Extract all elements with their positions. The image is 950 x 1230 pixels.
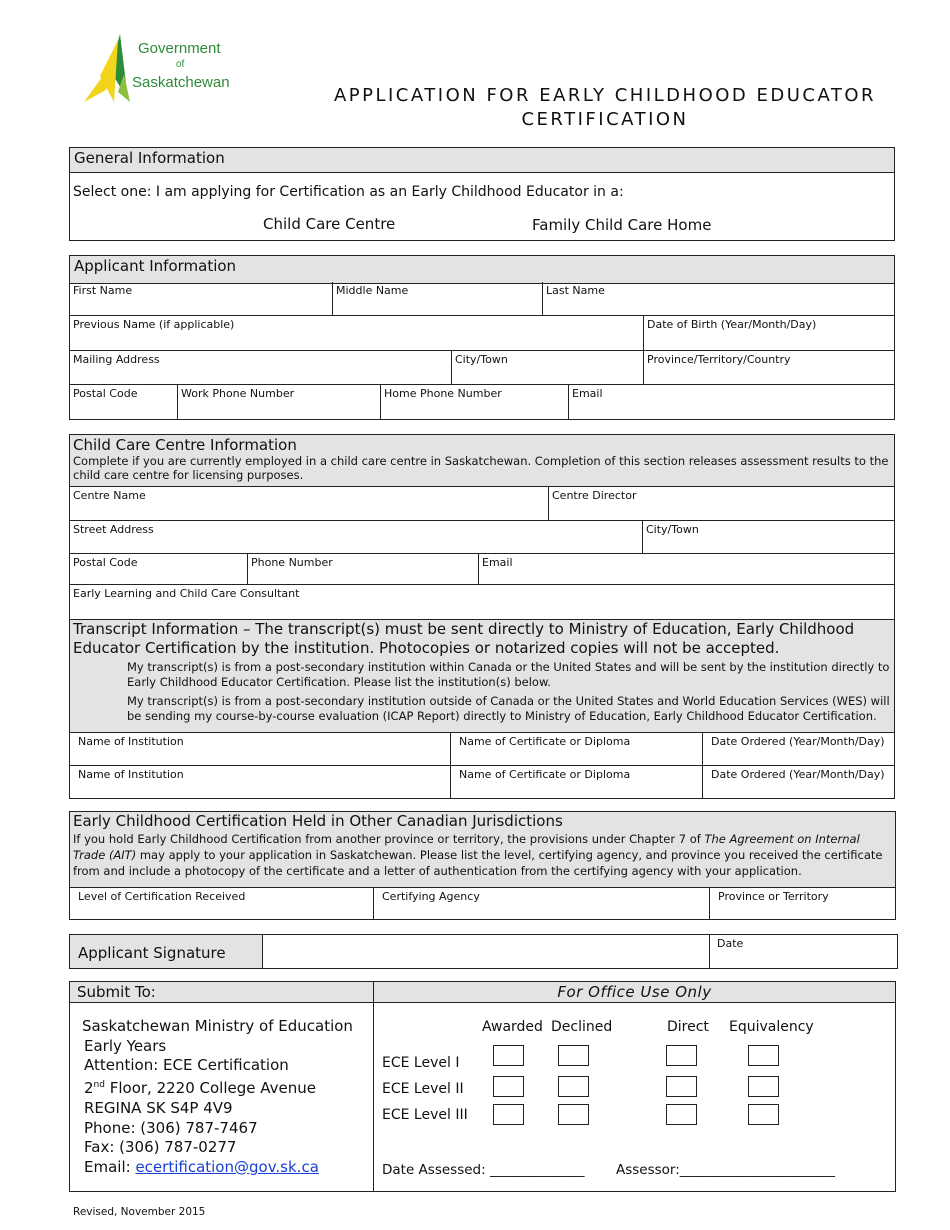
certification-level-field[interactable]: Level of Certification Received: [70, 888, 374, 919]
transcript-header: Transcript Information – The transcript(s) must be sent directly to Ministry of Education, Early Childhood Educator Certification by the institution. Photocopies or notarized copies will not be accepted.: [73, 620, 855, 657]
certifying-agency-field[interactable]: Certifying Agency: [374, 888, 710, 919]
submit-floor-rest: Floor, 2220 College Avenue: [104, 1079, 316, 1098]
centre-director-field[interactable]: Centre Director: [549, 487, 894, 521]
last-name-field[interactable]: Last Name: [543, 282, 894, 316]
certificate-field-2[interactable]: Name of Certificate or Diploma: [451, 766, 703, 798]
option-family-child-care-home[interactable]: Family Child Care Home: [532, 216, 712, 234]
date-ordered-field-2[interactable]: Date Ordered (Year/Month/Day): [711, 768, 885, 781]
col-declined: Declined: [551, 1019, 613, 1035]
checkbox-l3-direct[interactable]: [666, 1104, 697, 1125]
transcript-section: [69, 619, 895, 799]
institution-field-2[interactable]: Name of Institution: [70, 766, 451, 798]
checkbox-l1-direct[interactable]: [666, 1045, 697, 1066]
submit-email-row: [82, 1158, 353, 1178]
work-phone-field[interactable]: Work Phone Number: [178, 385, 381, 419]
checkbox-l3-awarded[interactable]: [493, 1104, 524, 1125]
col-awarded: Awarded: [482, 1019, 543, 1035]
centre-info-section: [69, 434, 895, 620]
col-equivalency: Equivalency: [729, 1019, 814, 1035]
logo-line2: of: [176, 59, 185, 70]
applicant-info-section: [69, 255, 895, 420]
submit-email-label: Email:: [84, 1157, 136, 1176]
logo-line1: Government: [138, 40, 221, 57]
col-direct: Direct: [667, 1019, 709, 1035]
submit-floor-num: 2: [84, 1079, 94, 1098]
city-town-field[interactable]: City/Town: [452, 351, 644, 385]
signature-section: [69, 934, 898, 969]
applicant-info-header: Applicant Information: [70, 256, 894, 284]
other-jurisdictions-section: [69, 811, 896, 920]
general-info-prompt: Select one: I am applying for Certification as an Early Childhood Educator in a:: [73, 184, 624, 200]
checkbox-l2-equivalency[interactable]: [748, 1076, 779, 1097]
logo-line3: Saskatchewan: [132, 74, 230, 91]
checkbox-l1-awarded[interactable]: [493, 1045, 524, 1066]
signature-field[interactable]: [263, 935, 710, 968]
office-use-header: For Office Use Only: [374, 982, 895, 1003]
transcript-option-international[interactable]: My transcript(s) is from a post-secondary institution outside of Canada or the United States and World Education Services (WES) will be sending my course-by-course evaluation (ICAP Report) directly to Ministry of Education, Early Childhood Educator Certification.: [127, 694, 890, 723]
transcript-option-canada[interactable]: My transcript(s) is from a post-secondary institution within Canada or the United States and will be sent by the institution directly to Early Childhood Educator Certification. Please list the institution(s) below.: [127, 660, 890, 689]
other-desc-italic: The Agreement on Internal Trade (AIT): [73, 832, 860, 862]
submit-email-link[interactable]: ecertification@gov.sk.ca: [135, 1157, 319, 1176]
date-ordered-field-1[interactable]: Date Ordered (Year/Month/Day): [703, 733, 894, 766]
submit-floor-sup: nd: [93, 1080, 105, 1091]
centre-info-title: Child Care Centre Information: [73, 436, 297, 454]
row-ece-level-2: ECE Level II: [382, 1081, 464, 1097]
assessor-field[interactable]: Assessor:_______________________: [616, 1162, 836, 1178]
institution-field-1[interactable]: Name of Institution: [70, 733, 451, 766]
transcript-header-block: [70, 620, 894, 733]
submit-line5: REGINA SK S4P 4V9: [84, 1098, 233, 1117]
checkbox-l1-declined[interactable]: [558, 1045, 589, 1066]
previous-name-field[interactable]: Previous Name (if applicable): [70, 316, 644, 351]
email-field[interactable]: Email: [572, 387, 603, 400]
mailing-address-field[interactable]: Mailing Address: [70, 351, 452, 385]
checkbox-l3-declined[interactable]: [558, 1104, 589, 1125]
certificate-field-1[interactable]: Name of Certificate or Diploma: [451, 733, 703, 766]
checkbox-l2-declined[interactable]: [558, 1076, 589, 1097]
first-name-field[interactable]: First Name: [70, 282, 333, 316]
checkbox-l3-equivalency[interactable]: [748, 1104, 779, 1125]
other-desc-b: may apply to your application in Saskatchewan. Please list the level, certifying agency, and province you received the certificate from and include a photocopy of the certificate and a letter of authentication from the certifying agency with your application.: [73, 848, 883, 878]
centre-street-field[interactable]: Street Address: [70, 521, 643, 554]
other-jurisdictions-title: Early Childhood Certification Held in Other Canadian Jurisdictions: [73, 812, 563, 830]
centre-city-field[interactable]: City/Town: [643, 521, 894, 554]
other-desc-a: If you hold Early Childhood Certification from another province or territory, the provisions under Chapter 7 of: [73, 832, 705, 846]
checkbox-l2-direct[interactable]: [666, 1076, 697, 1097]
general-info-header: General Information: [70, 148, 894, 173]
centre-info-desc: Complete if you are currently employed in a child care centre in Saskatchewan. Completion of this section releases assessment results to the child care centre for licensing purposes.: [73, 454, 889, 482]
centre-phone-field[interactable]: Phone Number: [248, 554, 479, 585]
centre-name-field[interactable]: Centre Name: [70, 487, 549, 521]
page-title: [290, 84, 920, 132]
submit-header: Submit To:: [70, 982, 374, 1003]
other-jurisdictions-header-block: [70, 812, 895, 888]
province-field[interactable]: Province/Territory/Country: [644, 351, 894, 385]
submit-address: [82, 1017, 353, 1178]
submit-phone: Phone: (306) 787-7467: [84, 1118, 258, 1137]
checkbox-l2-awarded[interactable]: [493, 1076, 524, 1097]
title-line1: APPLICATION FOR EARLY CHILDHOOD EDUCATOR: [333, 85, 877, 106]
postal-code-field[interactable]: Postal Code: [70, 385, 178, 419]
middle-name-field[interactable]: Middle Name: [333, 282, 543, 316]
option-child-care-centre[interactable]: Child Care Centre: [263, 215, 396, 233]
submit-fax: Fax: (306) 787-0277: [84, 1138, 237, 1157]
date-assessed-field[interactable]: Date Assessed: ______________: [382, 1162, 585, 1178]
signature-label: Applicant Signature: [70, 935, 263, 968]
general-info-section: [69, 147, 895, 241]
submit-line1: Saskatchewan Ministry of Education: [82, 1017, 353, 1035]
title-line2: CERTIFICATION: [521, 109, 689, 130]
home-phone-field[interactable]: Home Phone Number: [381, 385, 569, 419]
submit-line2: Early Years: [84, 1036, 167, 1055]
saskatchewan-logo-icon: [80, 30, 132, 106]
row-ece-level-3: ECE Level III: [382, 1107, 468, 1123]
other-jurisdictions-desc: [73, 831, 892, 879]
row-ece-level-1: ECE Level I: [382, 1055, 460, 1071]
centre-info-header: [70, 435, 894, 487]
checkbox-l1-equivalency[interactable]: [748, 1045, 779, 1066]
centre-postal-field[interactable]: Postal Code: [70, 554, 248, 585]
date-of-birth-field[interactable]: Date of Birth (Year/Month/Day): [644, 316, 894, 351]
consultant-field[interactable]: Early Learning and Child Care Consultant: [73, 587, 300, 600]
submit-line3: Attention: ECE Certification: [84, 1056, 289, 1075]
submit-divider: [373, 1003, 374, 1191]
logo: [80, 30, 250, 110]
submit-office-section: [69, 981, 896, 1192]
signature-date-field[interactable]: Date: [717, 937, 744, 950]
province-territory-field[interactable]: Province or Territory: [718, 890, 829, 903]
submit-line4: [82, 1076, 353, 1099]
centre-email-field[interactable]: Email: [479, 554, 894, 585]
revision-note: Revised, November 2015: [73, 1206, 206, 1218]
